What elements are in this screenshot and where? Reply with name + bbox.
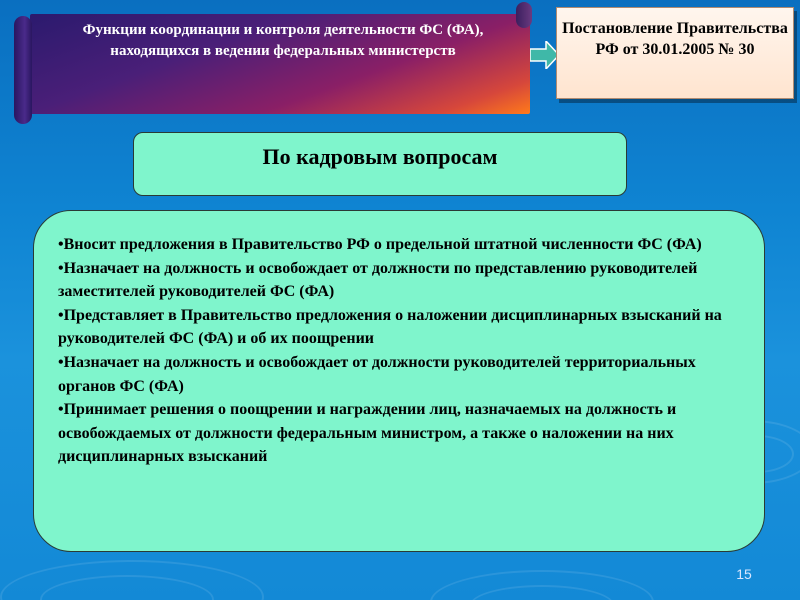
page-number: 15 bbox=[736, 566, 752, 582]
scroll-banner bbox=[14, 6, 532, 116]
list-item: •Принимает решения о поощрении и награждении лиц, назначаемых на должность и освобождаемых от должности федеральным министром, а также о наложении на них дисциплинарных взысканий bbox=[58, 401, 677, 466]
list-item: •Назначает на должность и освобождает от должности по представлению руководителей заместителей руководителей ФС (ФА) bbox=[58, 259, 698, 301]
section-title: По кадровым вопросам bbox=[133, 132, 627, 196]
scroll-banner-left-roll bbox=[14, 16, 32, 124]
banner-title: Функции координации и контроля деятельности ФС (ФА), находящихся в ведении федеральных министерств bbox=[82, 22, 484, 59]
decree-box: Постановление Правительства РФ от 30.01.2005 № 30 bbox=[556, 7, 794, 99]
list-item: •Вносит предложения в Правительство РФ о предельной штатной численности ФС (ФА) bbox=[58, 236, 702, 253]
duties-list bbox=[58, 233, 748, 469]
list-item: •Представляет в Правительство предложения о наложении дисциплинарных взысканий на руководителей ФС (ФА) и об их поощрении bbox=[58, 306, 722, 348]
list-item: •Назначает на должность и освобождает от должности руководителей территориальных органов ФС (ФА) bbox=[58, 353, 696, 395]
